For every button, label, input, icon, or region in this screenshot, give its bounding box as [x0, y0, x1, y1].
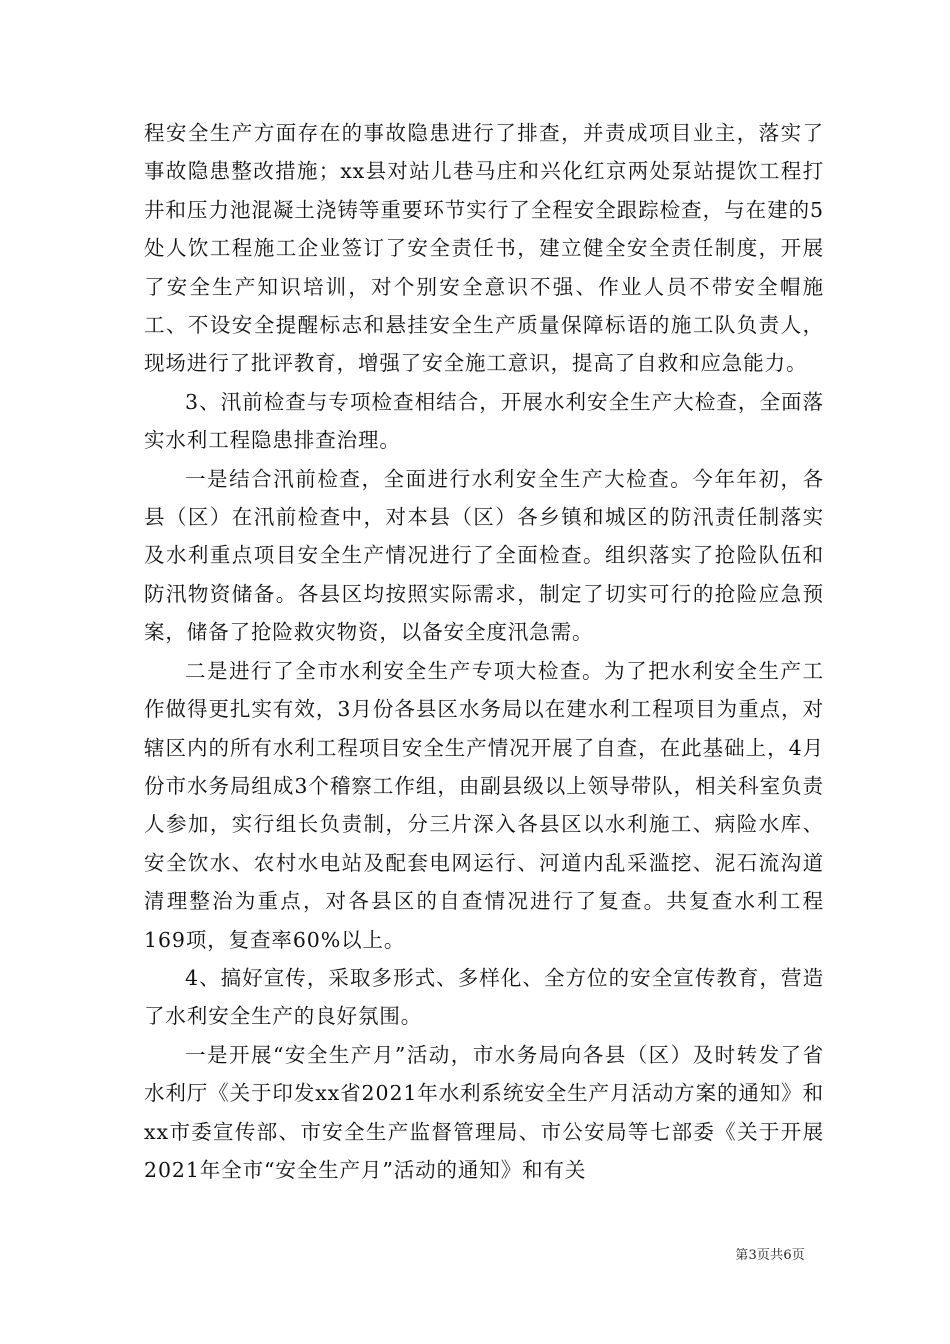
paragraph-3: 一是结合汛前检查，全面进行水利安全生产大检查。今年年初，各县（区）在汛前检查中，对本县（区）各乡镇和城区的防汛责任制落实及水利重点项目安全生产情况进行了全面检查。组织落实了抢险队伍和防汛物资储备。各县区均按照实际需求，制定了切实可行的抢险应急预案，储备了抢险救灾物资，以备安全度汛急需。 — [144, 466, 824, 645]
paragraph-5: 4、搞好宣传，采取多形式、多样化、全方位的安全宣传教育，营造了水利安全生产的良好氛围。 — [144, 965, 824, 1029]
paragraph-4: 二是进行了全市水利安全生产专项大检查。为了把水利安全生产工作做得更扎实有效，3月份各县区水务局以在建水利工程项目为重点，对辖区内的所有水利工程项目安全生产情况开展了自查，在此基础上，4月份市水务局组成3个稽察工作组，由副县级以上领导带队，相关科室负责人参加，实行组长负责制，分三片深入各县区以水利施工、病险水库、安全饮水、农村水电站及配套电网运行、河道内乱采滥挖、泥石流沟道清理整治为重点，对各县区的自查情况进行了复查。共复查水利工程169项，复查率60%以上。 — [144, 658, 824, 952]
document-body — [144, 114, 824, 1189]
page-number-footer: 第3页共6页 — [735, 1248, 805, 1263]
paragraph-6: 一是开展“安全生产月”活动，市水务局向各县（区）及时转发了省水利厅《关于印发xx省2021年水利系统安全生产月活动方案的通知》和xx市委宣传部、市安全生产监督管理局、市公安局等七部委《关于开展2021年全市“安全生产月”活动的通知》和有关 — [144, 1042, 824, 1182]
paragraph-1: 程安全生产方面存在的事故隐患进行了排查，并责成项目业主，落实了事故隐患整改措施；xx县对站儿巷马庄和兴化红京两处泵站提饮工程打井和压力池混凝土浇铸等重要环节实行了全程安全跟踪检查，与在建的5处人饮工程施工企业签订了安全责任书，建立健全安全责任制度，开展了安全生产知识培训，对个别安全意识不强、作业人员不带安全帽施工、不设安全提醒标志和悬挂安全生产质量保障标语的施工队负责人，现场进行了批评教育，增强了安全施工意识，提高了自救和应急能力。 — [144, 121, 824, 376]
paragraph-2: 3、汛前检查与专项检查相结合，开展水利安全生产大检查，全面落实水利工程隐患排查治理。 — [144, 389, 824, 453]
